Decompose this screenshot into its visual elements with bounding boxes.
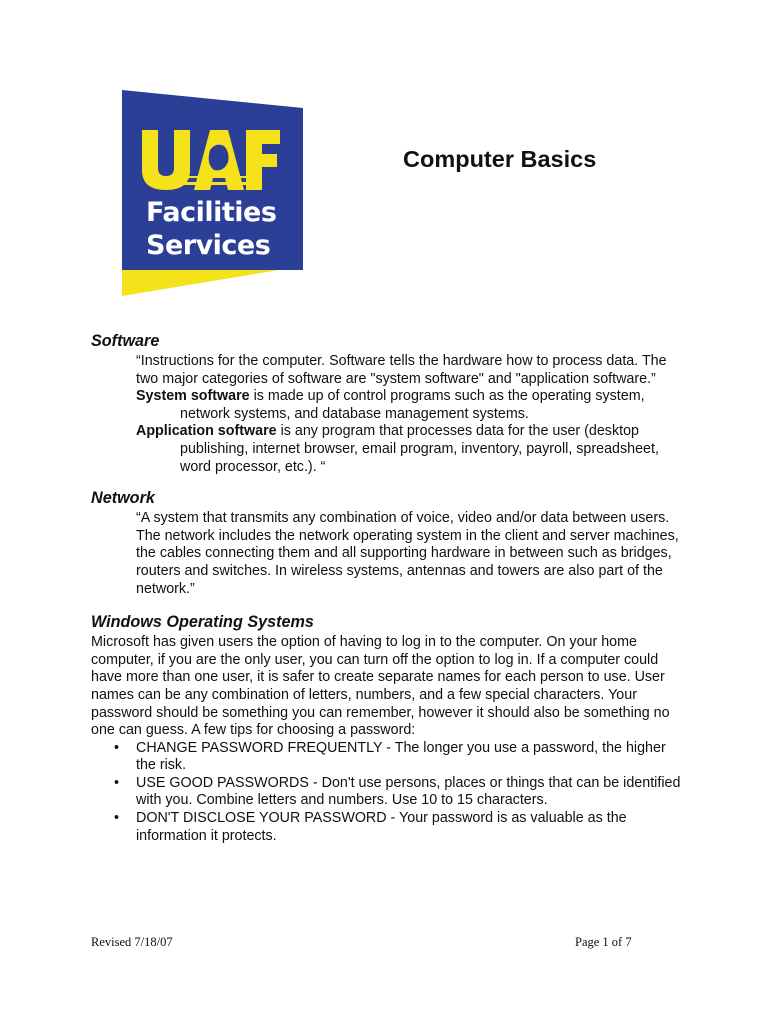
system-software-text: is made up of control programs such as the operating system, network systems, and database management systems.: [180, 388, 645, 422]
windows-paragraph: Microsoft has given users the option of having to log in to the computer. On your home computer, if you are the only user, you can turn off the option to log in. If a computer could have more than one user, it is safer to create separate names for each person to use. User names can be any combination of letters, numbers, and a few special characters. Your password should be something you can remember, however it should also be something no one can guess. A few tips for choosing a password:: [91, 634, 670, 739]
list-item: • CHANGE PASSWORD FREQUENTLY - The longer you use a password, the higher the risk.: [114, 739, 666, 774]
software-heading: Software: [91, 332, 160, 350]
network-definition: “A system that transmits any combination of voice, video and/or data between users. The network includes the network operating system in the client and server machines, the cables connecting them and all supporting hardware in between such as bridges, routers and switches. In wireless systems, antennas and towers are also part of the network.”: [136, 510, 679, 597]
application-software-text: is any program that processes data for the user (desktop publishing, internet browser, email program, inventory, payroll, spreadsheet, word processor, etc.). “: [180, 423, 659, 475]
software-quote: “Instructions for the computer. Software tells the hardware how to process data. The two major categories of software are "system software" and "application software.”: [136, 353, 667, 387]
network-section: [91, 488, 681, 598]
network-heading: Network: [91, 489, 155, 508]
page-number: Page 1 of 7: [575, 935, 632, 949]
document-body: [91, 331, 681, 845]
application-software-definition: [136, 423, 681, 476]
page-title: Computer Basics: [403, 146, 597, 172]
list-item: • USE GOOD PASSWORDS - Don't use persons, places or things that can be identified with you. Combine letters and numbers. Use 10 to 15 characters.: [114, 774, 681, 809]
application-software-term: Application software: [136, 423, 277, 440]
uaf-facilities-services-logo: [122, 90, 303, 296]
list-item: • DON'T DISCLOSE YOUR PASSWORD - Your password is as valuable as the information it protects.: [114, 810, 627, 844]
logo-text: [146, 196, 276, 262]
logo-line-facilities: Facilities: [146, 197, 277, 228]
password-tips-list: [91, 740, 681, 846]
windows-section: [91, 612, 681, 845]
revision-date: Revised 7/18/07: [91, 935, 173, 949]
system-software-definition: [136, 388, 681, 423]
system-software-term: System software: [136, 388, 250, 405]
software-section: [91, 331, 681, 476]
windows-heading: Windows Operating Systems: [91, 613, 314, 632]
logo-line-services: Services: [146, 230, 271, 261]
